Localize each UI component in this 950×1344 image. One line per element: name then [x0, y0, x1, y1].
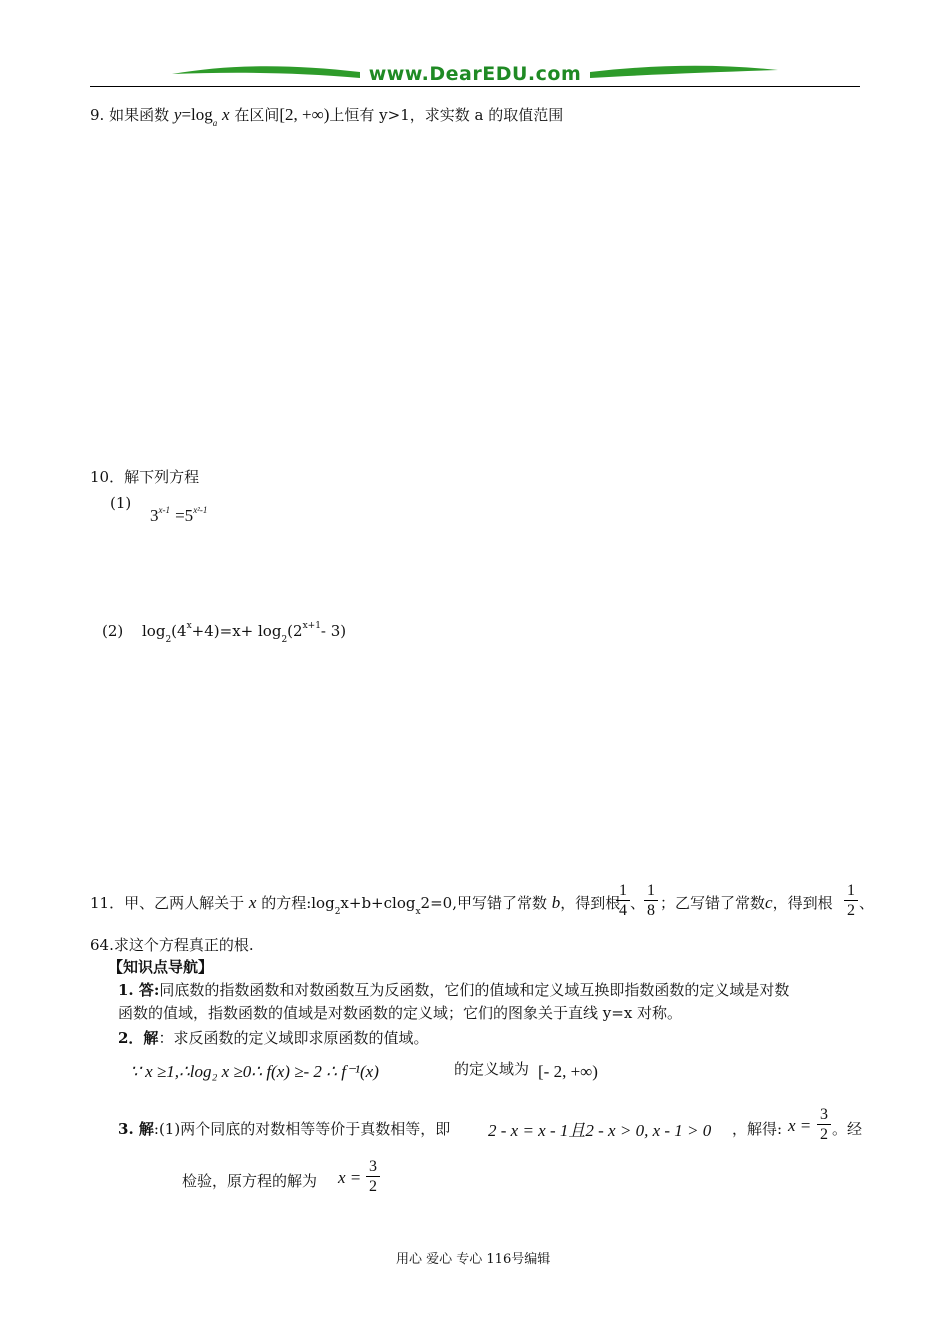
q11-frac2-den: 8	[647, 902, 655, 919]
q11-line2: 64.求这个方程真正的根.	[90, 936, 254, 954]
guide-a2-text: ：求反函数的定义域即求原函数的值域。	[158, 1029, 429, 1047]
q10-p1-exp1: x-1	[158, 505, 170, 515]
q9-text-2: 在区间	[234, 106, 280, 124]
guide-a3-line1	[118, 1118, 450, 1139]
q9-math-log: =log	[181, 105, 213, 124]
q11-frac1-den: 4	[619, 902, 627, 919]
q10-p2-arg2b: - 3)	[320, 622, 347, 640]
q10-part2-label: (2)	[102, 622, 124, 640]
guide-a3-x: x =	[788, 1116, 812, 1135]
q10-p2-arg1b: +4)=x+	[191, 622, 254, 640]
guide-a2-label: 2．解	[118, 1029, 159, 1047]
q10-p2-sub2: 2	[281, 635, 288, 645]
guide-a3-num: 3	[820, 1106, 828, 1123]
header-logo	[170, 60, 780, 92]
q10-p2-log2: log	[258, 622, 282, 640]
q10-part1-label: (1)	[110, 494, 132, 512]
guide-a3-line2: 检验，原方程的解为	[182, 1172, 318, 1190]
guide-a3-fraction-2	[366, 1158, 380, 1195]
q11-frac2-num: 1	[647, 882, 655, 899]
guide-a1-line1	[118, 979, 789, 1000]
q10-p2-exp1: x	[186, 621, 192, 631]
guide-a3-tail: 。经	[832, 1120, 863, 1138]
guide-a3-label: 3	[118, 1120, 129, 1138]
q10-part2-equation	[142, 621, 347, 645]
header-rule	[90, 86, 860, 87]
q10-p2-arg1a: (4	[171, 622, 187, 640]
q11-fraction-2	[644, 882, 658, 919]
guide-a3-text2: ，解得:	[732, 1120, 783, 1138]
q10-p2-log1: log	[142, 622, 166, 640]
q10-p2-exp2: x+1	[302, 621, 321, 631]
q11-var-x: x	[248, 893, 257, 912]
q11-line1	[90, 892, 621, 917]
q11-text-g: ；乙写错了常数	[660, 894, 766, 912]
guide-a3-den2: 2	[369, 1178, 377, 1195]
q11-text-b: 的方程:log	[261, 894, 335, 912]
q10-p1-base1: 3	[150, 506, 159, 525]
guide-title: 【知识点导航】	[108, 958, 214, 976]
logo-text: www.DearEDU.com	[368, 63, 582, 85]
guide-a2-math-line	[130, 1062, 379, 1082]
q10-p1-eq: =5	[175, 506, 194, 525]
q11-text-a: 11．甲、乙两人解关于	[90, 894, 245, 912]
q9-interval: [2, +∞)	[279, 105, 330, 124]
guide-a3-fraction	[817, 1106, 831, 1143]
q11-line1-b	[660, 892, 833, 913]
guide-a3-text1: :(1)两个同底的对数相等等价于真数相等，即	[153, 1120, 451, 1138]
q10-p1-exp2: x²-1	[193, 505, 208, 515]
guide-a3-den: 2	[820, 1126, 828, 1143]
guide-a2-math: ∵ x ≥1,∴log₂ x ≥0∴ f(x) ≥- 2 ∴ f⁻¹(x)	[130, 1062, 379, 1081]
q11-sep-2: 、	[859, 894, 875, 912]
guide-a3-num2: 3	[369, 1158, 377, 1175]
q11-text-d: log	[392, 894, 416, 912]
guide-a2-interval: [- 2, +∞)	[538, 1062, 598, 1081]
guide-a1-text1: 同底数的指数函数和对数函数互为反函数，它们的值域和定义域互换即指数函数的定义域是对数	[159, 981, 790, 999]
q10-title: 10．解下列方程	[90, 468, 200, 486]
q11-frac3-den: 2	[847, 902, 855, 919]
q9-math-x: x	[222, 105, 230, 124]
q11-frac3-num: 1	[847, 882, 855, 899]
guide-a2-line	[118, 1027, 428, 1048]
guide-a3-x2: x =	[338, 1168, 362, 1187]
q11-fraction-3	[844, 882, 858, 919]
q11-text-c: x+b+c	[340, 894, 393, 912]
q9-line	[90, 104, 564, 128]
guide-a3-dot: . 解	[128, 1120, 154, 1138]
guide-a3-math1: 2 - x = x - 1且2 - x > 0, x - 1 > 0	[488, 1121, 712, 1140]
q11-var-b: b	[551, 893, 561, 912]
guide-a2-tail: 的定义域为	[454, 1060, 530, 1078]
q10-p2-arg2a: (2	[287, 622, 303, 640]
q11-sub-2: 2	[334, 907, 341, 917]
q9-math-base: a	[212, 118, 218, 128]
q9-text-1: 如果函数	[109, 106, 170, 124]
q9-math-y: y	[173, 105, 182, 124]
q11-var-c: c	[765, 893, 773, 912]
q11-text-h: ，得到根	[772, 894, 833, 912]
q10-part1-equation	[150, 506, 207, 526]
q11-sep-1: 、	[630, 894, 646, 912]
page-footer: 用心 爱心 专心 116号编辑	[396, 1252, 551, 1267]
q9-text-3: 上恒有 y>1，求实数 a 的取值范围	[329, 106, 564, 124]
q11-text-f: ，得到根	[560, 894, 621, 912]
q9-number: 9.	[90, 106, 105, 124]
q10-p2-sub1: 2	[165, 635, 172, 645]
guide-a1-line2: 函数的值域，指数函数的值域是对数函数的定义域；它们的图象关于直线 y=x 对称。	[118, 1004, 683, 1022]
q11-text-e: 2=0,甲写错了常数	[420, 894, 547, 912]
q11-frac1-num: 1	[619, 882, 627, 899]
guide-a1-label: 1. 答:	[118, 981, 160, 999]
q11-fraction-1	[616, 882, 630, 919]
q11-sub-x: x	[415, 907, 421, 917]
